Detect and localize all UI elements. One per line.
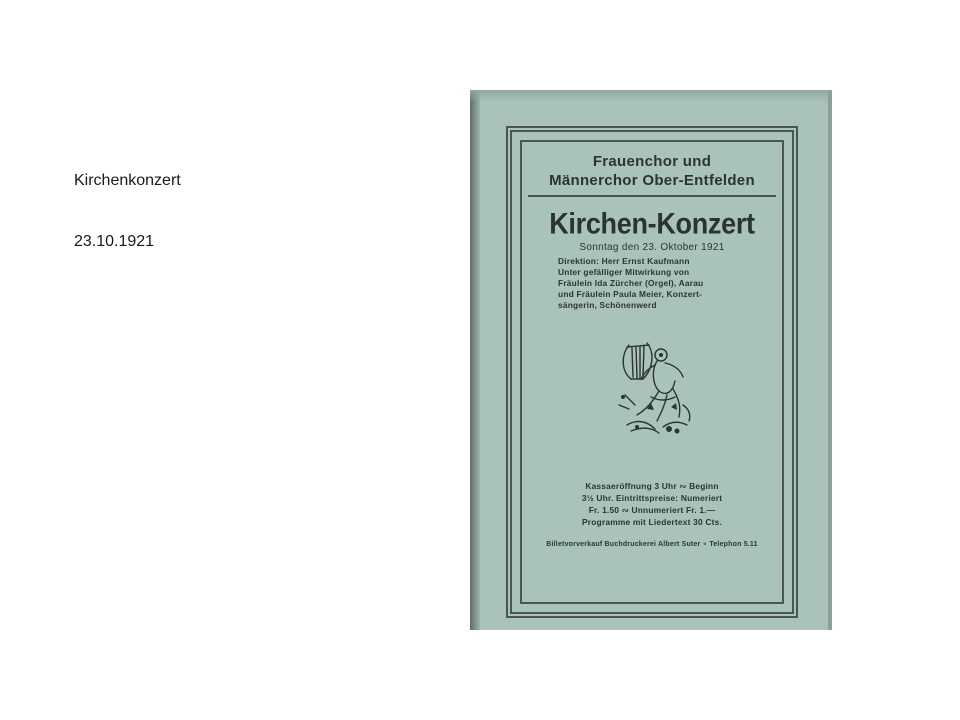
ticket-info-line: Fr. 1.50 ∾ Unnumeriert Fr. 1.— [588,505,716,515]
concert-date: Sonntag den 23. Oktober 1921 [579,242,725,253]
concert-details [558,256,762,311]
ticket-info-line: Kassaeröffnung 3 Uhr ∾ Beginn [585,481,719,491]
program-border-frame [506,126,798,618]
spine-shadow [470,90,480,630]
details-line: sängerin, Schönenwerd [558,300,657,310]
details-line: und Fräulein Paula Meier, Konzert- [558,289,703,299]
lyre-muse-ornament-icon [607,335,697,439]
slide-caption-title: Kirchenkonzert [74,172,181,189]
right-edge-shading [828,90,832,630]
ticket-sale-line: Billetvorverkauf Buchdruckerei Albert Suter ∘ Telephon 5.11 [546,541,758,548]
program-content [522,142,782,602]
details-line: Fräulein Ida Zürcher (Orgel), Aarau [558,278,704,288]
concert-title: Kirchen-Konzert [549,207,755,241]
ticket-info [522,480,782,528]
details-line: Unter gefälliger Mitwirkung von [558,267,690,277]
program-inner-frame [520,140,784,604]
ticket-info-line: Programme mit Liedertext 30 Cts. [582,517,722,527]
choir-line-1: Frauenchor und [592,153,712,170]
choir-line-2: Männerchor Ober-Entfelden [549,172,755,189]
program-scan-image [470,90,832,630]
ticket-info-line: 3½ Uhr. Eintrittspreise: Numeriert [581,493,723,503]
slide-caption-date: 23.10.1921 [74,233,155,250]
details-line: Direktion: Herr Ernst Kaufmann [558,256,690,266]
choir-name [522,152,782,190]
header-rule [528,195,776,197]
top-edge-shading [470,90,832,102]
